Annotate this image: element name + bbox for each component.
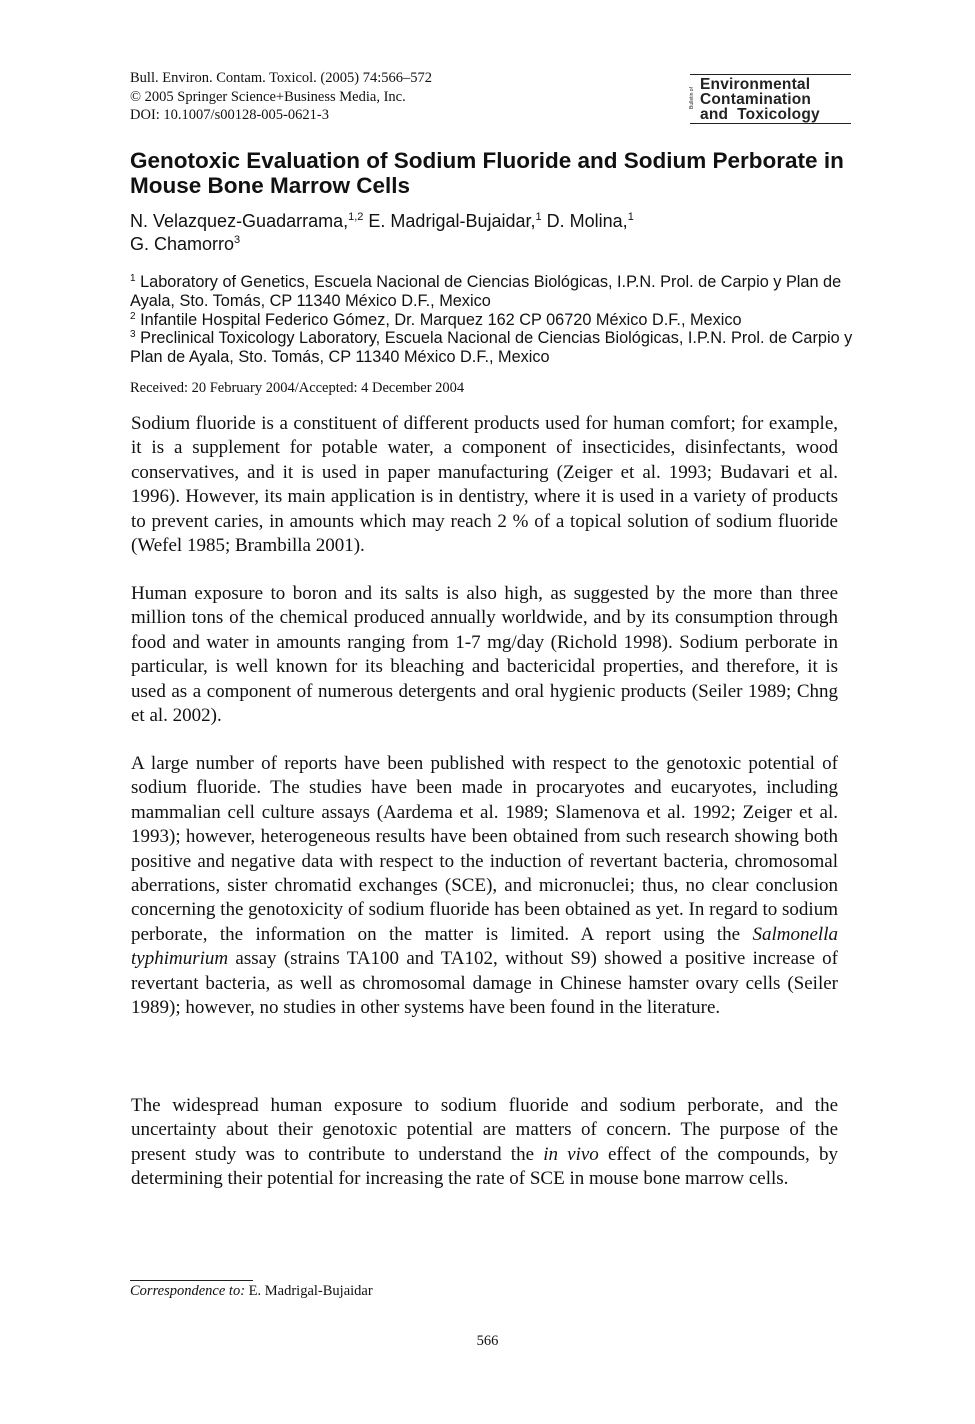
- paragraph-text: A large number of reports have been published with respect to the genotoxic potential of sodium fluoride. The studies have been made in procaryotes and eucaryotes, including mammalian cell culture assays (Aardema et al. 1989; Slamenova et al. 1992; Zeiger et al. 1993); however, heterogeneous results have been obtained from such research showing both positive and negative data with respect to the induction of revertant bacteria, chromosomal aberrations, sister chromatid exchanges (SCE), and micronuclei; thus, no clear conclusion concerning the genotoxicity of sodium fluoride has been obtained as yet. In regard to sodium perborate, the information on the matter is limited. A report using the: [131, 753, 838, 945]
- affiliation: $^2$ Infantile Hospital Federico Gómez, Dr. Marquez 162 CP 06720 México D.F., Mexico: [130, 310, 742, 329]
- paragraph-text: Human exposure to boron and its salts is also high, as suggested by the more than three million tons of the chemical produced annually worldwide, and by its consumption through food and water in amounts ranging from 1-7 mg/day (Richold 1998). Sodium perborate in particular, is well known for its bleaching and bactericidal properties, and therefore, it is used as a component of numerous detergents and oral hygienic products (Seiler 1989; Chng et al. 2002).: [131, 583, 838, 727]
- body-paragraph: [131, 752, 838, 1020]
- paragraph-text: assay (strains TA100 and TA102, without S9) showed a positive increase of revertant bacteria, as well as chromosomal damage in Chinese hamster ovary cells (Seiler 1989); however, no studies in other systems have been found in the literature.: [131, 948, 838, 1019]
- paragraph-text: effect of the compounds, by determining their potential for increasing the rate of SCE in mouse bone marrow cells.: [131, 1143, 838, 1190]
- citation: Bull. Environ. Contam. Toxicol. (2005) 74:566–572: [130, 70, 432, 86]
- journal-logo: [690, 74, 851, 124]
- author: N. Velazquez-Guadarrama,$^{1,2}$: [130, 211, 364, 231]
- footnote-rule: [130, 1280, 253, 1281]
- journal-header: [130, 69, 432, 125]
- footnote: Correspondence to: E. Madrigal-Bujaidar: [130, 1283, 373, 1299]
- italic-text: in vivo: [543, 1143, 599, 1165]
- italic-text: Salmonella typhimurium: [131, 923, 838, 970]
- doi: DOI: 10.1007/s00128-005-0621-3: [130, 107, 329, 123]
- paragraph-text: Sodium fluoride is a constituent of different products used for human comfort; for example, it is a supplement for potable water, a component of insecticides, disinfectants, wood conservatives, and it is used in paper manufacturing (Zeiger et al. 1993; Budavari et al. 1996). However, its main application is in dentistry, where it is used in a variety of products to prevent caries, in amounts which may reach 2 % of a topical solution of sodium fluoride (Wefel 1985; Brambilla 2001).: [131, 413, 838, 557]
- logo-line-2: Contamination: [700, 91, 812, 108]
- affiliation: $^1$ Laboratory of Genetics, Escuela Nacional de Ciencias Biológicas, I.P.N. Prol. de Carpio y Plan de Ayala, Sto. Tomás, CP 11340 México D.F., Mexico: [130, 273, 842, 310]
- author: G. Chamorro$^3$: [130, 234, 241, 254]
- copyright: © 2005 Springer Science+Business Media, Inc.: [130, 88, 406, 105]
- page-number: 566: [476, 1333, 499, 1349]
- author-list: [130, 210, 850, 256]
- body-paragraph: [131, 1094, 838, 1192]
- body-paragraph: [131, 412, 838, 558]
- author: D. Molina,$^1$: [546, 211, 634, 231]
- logo-line-1: Environmental: [700, 76, 811, 93]
- paper-title: Genotoxic Evaluation of Sodium Fluoride and Sodium Perborate in Mouse Bone Marrow Cells: [130, 148, 844, 198]
- affiliations: [130, 273, 860, 367]
- received-dates: Received: 20 February 2004/Accepted: 4 December 2004: [130, 380, 465, 396]
- body-paragraph: [131, 582, 838, 728]
- logo-line-3: and Toxicology: [700, 106, 820, 123]
- author: E. Madrigal-Bujaidar,$^1$: [368, 211, 542, 231]
- logo-side-text: Bulletin of: [689, 87, 695, 109]
- paragraph-text: The widespread human exposure to sodium fluoride and sodium perborate, and the uncertainty about their genotoxic potential are matters of concern. The purpose of the present study was to contribute to understand the: [131, 1095, 838, 1165]
- affiliation: $^3$ Preclinical Toxicology Laboratory, Escuela Nacional de Ciencias Biológicas, I.P.N. Prol. de Carpio y Plan de Ayala, Sto. Tomás, CP 11340 México D.F., Mexico: [130, 329, 853, 367]
